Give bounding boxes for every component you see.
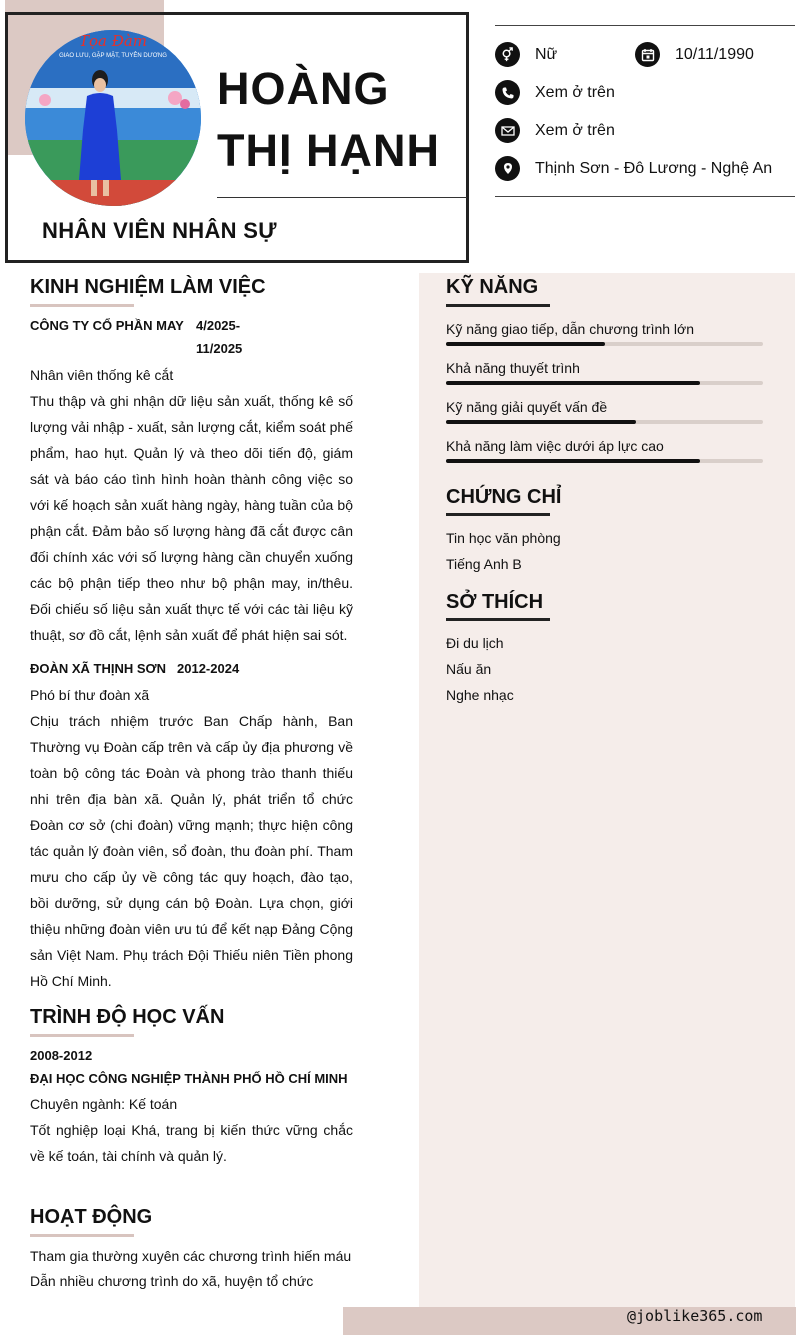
certificates-title: CHỨNG CHỈ [446, 486, 562, 508]
education-title: TRÌNH ĐỘ HỌC VẤN [30, 1006, 225, 1028]
info-phone [495, 80, 615, 105]
job-entry-1 [30, 314, 353, 648]
skill-label: Kỹ năng giao tiếp, dẫn chương trình lớn [446, 321, 695, 337]
activities-list [30, 1244, 353, 1294]
name-line-1: HOÀNG [217, 63, 390, 114]
birthday-value: 10/11/1990 [675, 45, 754, 63]
job-company: ĐOÀN XÃ THỊNH SƠN [30, 661, 167, 676]
info-email [495, 118, 615, 143]
info-birthday [635, 42, 754, 67]
education-period: 2008-2012 [30, 1048, 93, 1063]
hobbies-title: SỞ THÍCH [446, 591, 544, 613]
job-description: Thu thập và ghi nhận dữ liệu sản xuất, thống kê số lượng vải nhập - xuất, sản lượng cắt, kiểm soát phế phẩm, hao hụt. Quản lý và theo dõi tiến độ, giám sát và báo cáo tình hình hoàn thành công việc so với kế hoạch sản xuất hàng ngày, hàng tuần của bộ phận cắt. Đảm bảo số lượng hàng đã cắt được cân đối chính xác với số lượng hàng cần chuyển xuống các bộ phận tiếp theo như bộ phận may, in/thêu. Đối chiếu số liệu sản xuất thực tế với các tài liệu kỹ thuật, sơ đồ cắt, lệnh sản xuất để phát hiện sai sót. [30, 393, 353, 643]
skills-underline [446, 304, 550, 307]
skill-label: Kỹ năng giải quyết vấn đề [446, 399, 608, 415]
hobbies-underline [446, 618, 550, 621]
education-entry [30, 1044, 353, 1169]
phone-icon [495, 80, 520, 105]
email-value[interactable]: Xem ở trên [535, 121, 615, 139]
job-period: 2012-2024 [177, 661, 240, 676]
info-address [495, 156, 772, 181]
name-line-2: THỊ HẠNH [217, 125, 440, 176]
name-divider [217, 197, 467, 198]
skill-label: Khả năng làm việc dưới áp lực cao [446, 438, 664, 454]
skill-bar [446, 342, 763, 346]
hobby-item: Nghe nhạc [446, 687, 514, 703]
skill-bar-fill [446, 342, 605, 346]
education-underline [30, 1034, 134, 1037]
job-period-line-2: 11/2025 [196, 341, 243, 356]
certificates-list [446, 525, 561, 577]
education-major: Chuyên ngành: Kế toán [30, 1096, 178, 1112]
gender-value: Nữ [535, 45, 558, 63]
avatar-banner-title: Tọa Đàm [78, 32, 148, 50]
certificate-item: Tiếng Anh B [446, 556, 522, 572]
avatar [25, 30, 201, 206]
calendar-icon [635, 42, 660, 67]
activity-item: Dẫn nhiều chương trình do xã, huyện tổ chức [30, 1273, 314, 1289]
job-company: CÔNG TY CỔ PHẦN MAY [30, 318, 184, 333]
certificates-underline [446, 513, 550, 516]
activities-underline [30, 1234, 134, 1237]
experience-underline [30, 304, 134, 307]
job-period [196, 314, 242, 360]
skill-bar [446, 420, 763, 424]
job-position: Nhân viên thống kê cắt [30, 367, 174, 383]
gender-icon [495, 42, 520, 67]
job-position: Phó bí thư đoàn xã [30, 687, 150, 703]
certificate-item: Tin học văn phòng [446, 530, 561, 546]
education-description: Tốt nghiệp loại Khá, trang bị kiến thức vững chắc về kế toán, tài chính và quản lý. [30, 1122, 353, 1164]
hobbies-list [446, 630, 514, 708]
job-entry-2 [30, 656, 353, 994]
avatar-photo [25, 30, 201, 206]
activities-title: HOẠT ĐỘNG [30, 1206, 153, 1228]
skill-bar-fill [446, 381, 700, 385]
experience-title: KINH NGHIỆM LÀM VIỆC [30, 276, 266, 298]
activity-item: Tham gia thường xuyên các chương trình hiến máu [30, 1248, 352, 1264]
skills-title: KỸ NĂNG [446, 276, 539, 298]
full-name [217, 58, 440, 182]
job-period-line-1: 4/2025- [196, 318, 241, 333]
info-divider-top [495, 25, 795, 26]
location-icon [495, 156, 520, 181]
hobby-item: Nấu ăn [446, 661, 492, 677]
skill-label: Khả năng thuyết trình [446, 360, 580, 376]
address-value: Thịnh Sơn - Đô Lương - Nghệ An [535, 159, 773, 177]
skill-bar [446, 381, 763, 385]
info-gender [495, 42, 557, 67]
phone-value[interactable]: Xem ở trên [535, 83, 615, 101]
avatar-banner-sub: GIAO LƯU, GẶP MẶT, TUYÊN DƯƠNG [59, 53, 167, 59]
right-panel [419, 273, 795, 1309]
job-description: Chịu trách nhiệm trước Ban Chấp hành, Ban Thường vụ Đoàn cấp trên và cấp ủy địa phương về toàn bộ công tác Đoàn và phong trào thanh thiếu nhi trên địa bàn xã. Quản lý, phát triển tổ chức Đoàn cơ sở (chi đoàn) vững mạnh; thực hiện công tác quản lý đoàn viên, sổ đoàn, thu đoàn phí. Tham mưu cho cấp ủy về công tác quy hoạch, đào tạo, bồi dưỡng, sử dụng cán bộ Đoàn. Lựa chọn, giới thiệu những đoàn viên ưu tú để kết nạp Đảng Cộng sản Việt Nam. Phụ trách Đội Thiếu niên Tiền phong Hồ Chí Minh. [30, 713, 353, 989]
skill-bar [446, 459, 763, 463]
job-title: NHÂN VIÊN NHÂN SỰ [42, 218, 277, 243]
info-divider-bottom [495, 196, 795, 197]
email-icon [495, 118, 520, 143]
skill-bar-fill [446, 459, 700, 463]
watermark: @joblike365.com [627, 1307, 763, 1325]
education-school: ĐẠI HỌC CÔNG NGHIỆP THÀNH PHỐ HỒ CHÍ MINH [30, 1071, 348, 1086]
skill-bar-fill [446, 420, 636, 424]
hobby-item: Đi du lịch [446, 635, 504, 651]
